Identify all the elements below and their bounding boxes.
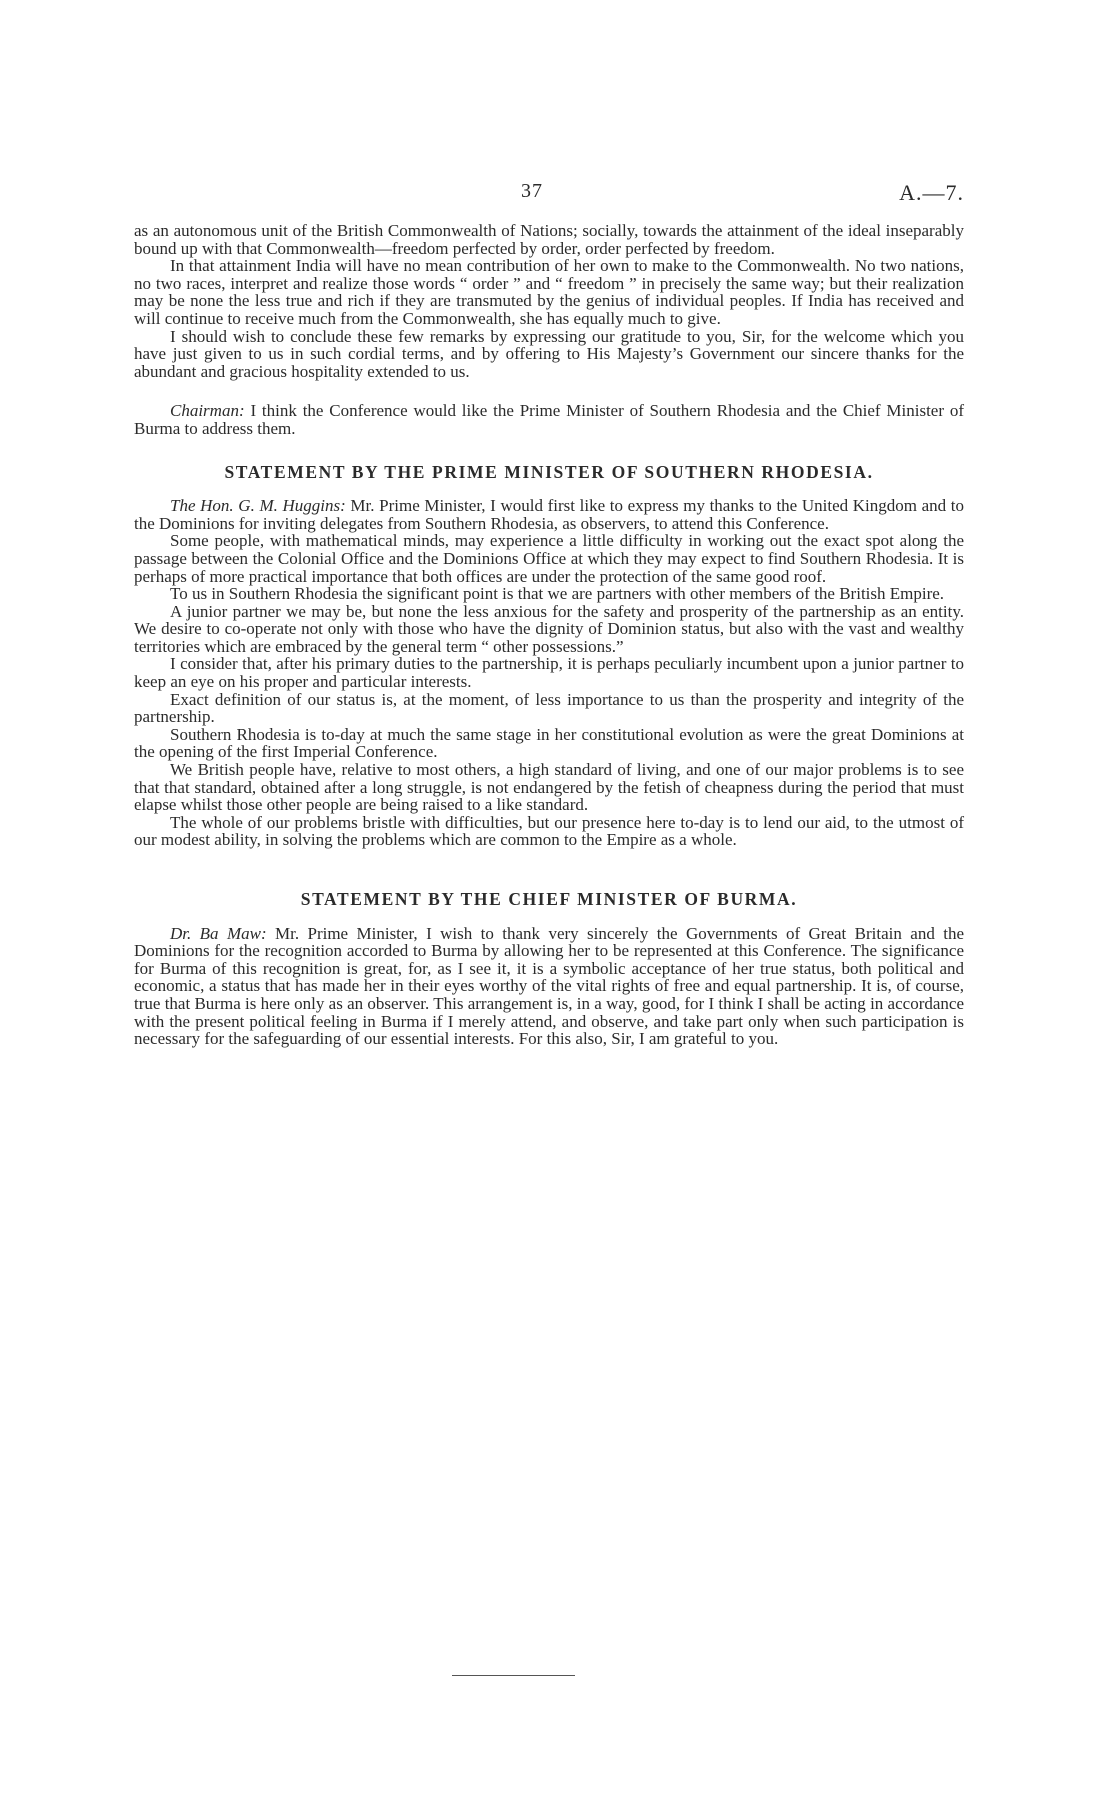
- paragraph: Exact definition of our status is, at the moment, of less importance to us than the prosperity and integrity of the partnership.: [134, 689, 964, 727]
- speaker-name: Chairman:: [170, 401, 245, 421]
- paragraph-huggins: [134, 497, 964, 532]
- paragraph-ba-maw: [134, 925, 964, 1048]
- speech-text: I think the Conference would like the Prime Minister of Southern Rhodesia and the Chief Minister of Burma to address them.: [134, 401, 964, 438]
- paragraph: Southern Rhodesia is to-day at much the same stage in her constitutional evolution as were the great Dominions at the opening of the first Imperial Conference.: [134, 724, 964, 762]
- document-body: [134, 222, 964, 1048]
- paragraph: In that attainment India will have no mean contribution of her own to make to the Commonwealth. No two nations, no two races, interpret and realize those words “ order ” and “ freedom ” in precisely the same way; but their realization may be none the less true and rich if they are transmuted by the genius of individual peoples. If India has received and will continue to receive much from the Commonwealth, she has equally much to give.: [134, 256, 964, 328]
- paragraph: A junior partner we may be, but none the less anxious for the safety and prosperity of the partnership as an entity. We desire to co-operate not only with those who have the dignity of Dominion status, but also with the vast and wealthy territories which are embraced by the general term “ other possessions.”: [134, 601, 964, 656]
- document-reference: A.—7.: [899, 180, 964, 205]
- speech-text: Mr. Prime Minister, I wish to thank very sincerely the Governments of Great Britain and the Dominions for the recognition accorded to Burma by allowing her to be represented at this Conference. The significance for Burma of this recognition is great, for, as I see it, it is a symbolic acceptance of her true status, both political and economic, a status that has made her in their eyes worthy of the vital rights of free and equal partnership. It is, of course, true that Burma is here only as an observer. This arrangement is, in a way, good, for I think I shall be acting in accordance with the present political feeling in Burma if I merely attend, and observe, and take part only when such participation is necessary for the safeguarding of our essential interests. For this also, Sir, I am grateful to you.: [134, 923, 964, 1049]
- closing-rule: [452, 1675, 575, 1676]
- paragraph: Some people, with mathematical minds, may experience a little difficulty in working out the exact spot along the passage between the Colonial Office and the Dominions Office at which they may expect to find Southern Rhodesia. It is perhaps of more practical importance that both offices are under the protection of the same good roof.: [134, 531, 964, 586]
- speech-text: Mr. Prime Minister, I would first like to express my thanks to the United Kingdom and to the Dominions for inviting delegates from Southern Rhodesia, as observers, to attend this Conference.: [134, 496, 964, 533]
- paragraph-chairman: [134, 402, 964, 437]
- section-heading-southern-rhodesia: STATEMENT BY THE PRIME MINISTER OF SOUTHERN RHODESIA.: [224, 461, 874, 482]
- paragraph: as an autonomous unit of the British Commonwealth of Nations; socially, towards the attainment of the ideal inseparably bound up with that Commonwealth—freedom perfected by order, order perfected by freedom.: [134, 221, 964, 258]
- speaker-name: Dr. Ba Maw:: [170, 923, 267, 943]
- paragraph: The whole of our problems bristle with difficulties, but our presence here to-day is to lend our aid, to the utmost of our modest ability, in solving the problems which are common to the Empire as a whole.: [134, 812, 964, 850]
- paragraph: I consider that, after his primary duties to the partnership, it is perhaps peculiarly incumbent upon a junior partner to keep an eye on his proper and particular interests.: [134, 654, 964, 692]
- speaker-name: The Hon. G. M. Huggins:: [170, 496, 346, 516]
- paragraph: To us in Southern Rhodesia the significant point is that we are partners with other members of the British Empire.: [170, 584, 945, 604]
- section-heading-burma: STATEMENT BY THE CHIEF MINISTER OF BURMA.: [300, 889, 798, 909]
- paragraph: We British people have, relative to most others, a high standard of living, and one of our major problems is to see that that standard, obtained after a long struggle, is not endangered by the fetish of cheapness during the period that must elapse whilst those other people are being raised to a like standard.: [134, 760, 964, 815]
- page-number: 37: [521, 180, 543, 202]
- paragraph: I should wish to conclude these few remarks by expressing our gratitude to you, Sir, for the welcome which you have just given to us in such cordial terms, and by offering to His Majesty’s Government our sincere thanks for the abundant and gracious hospitality extended to us.: [134, 326, 964, 381]
